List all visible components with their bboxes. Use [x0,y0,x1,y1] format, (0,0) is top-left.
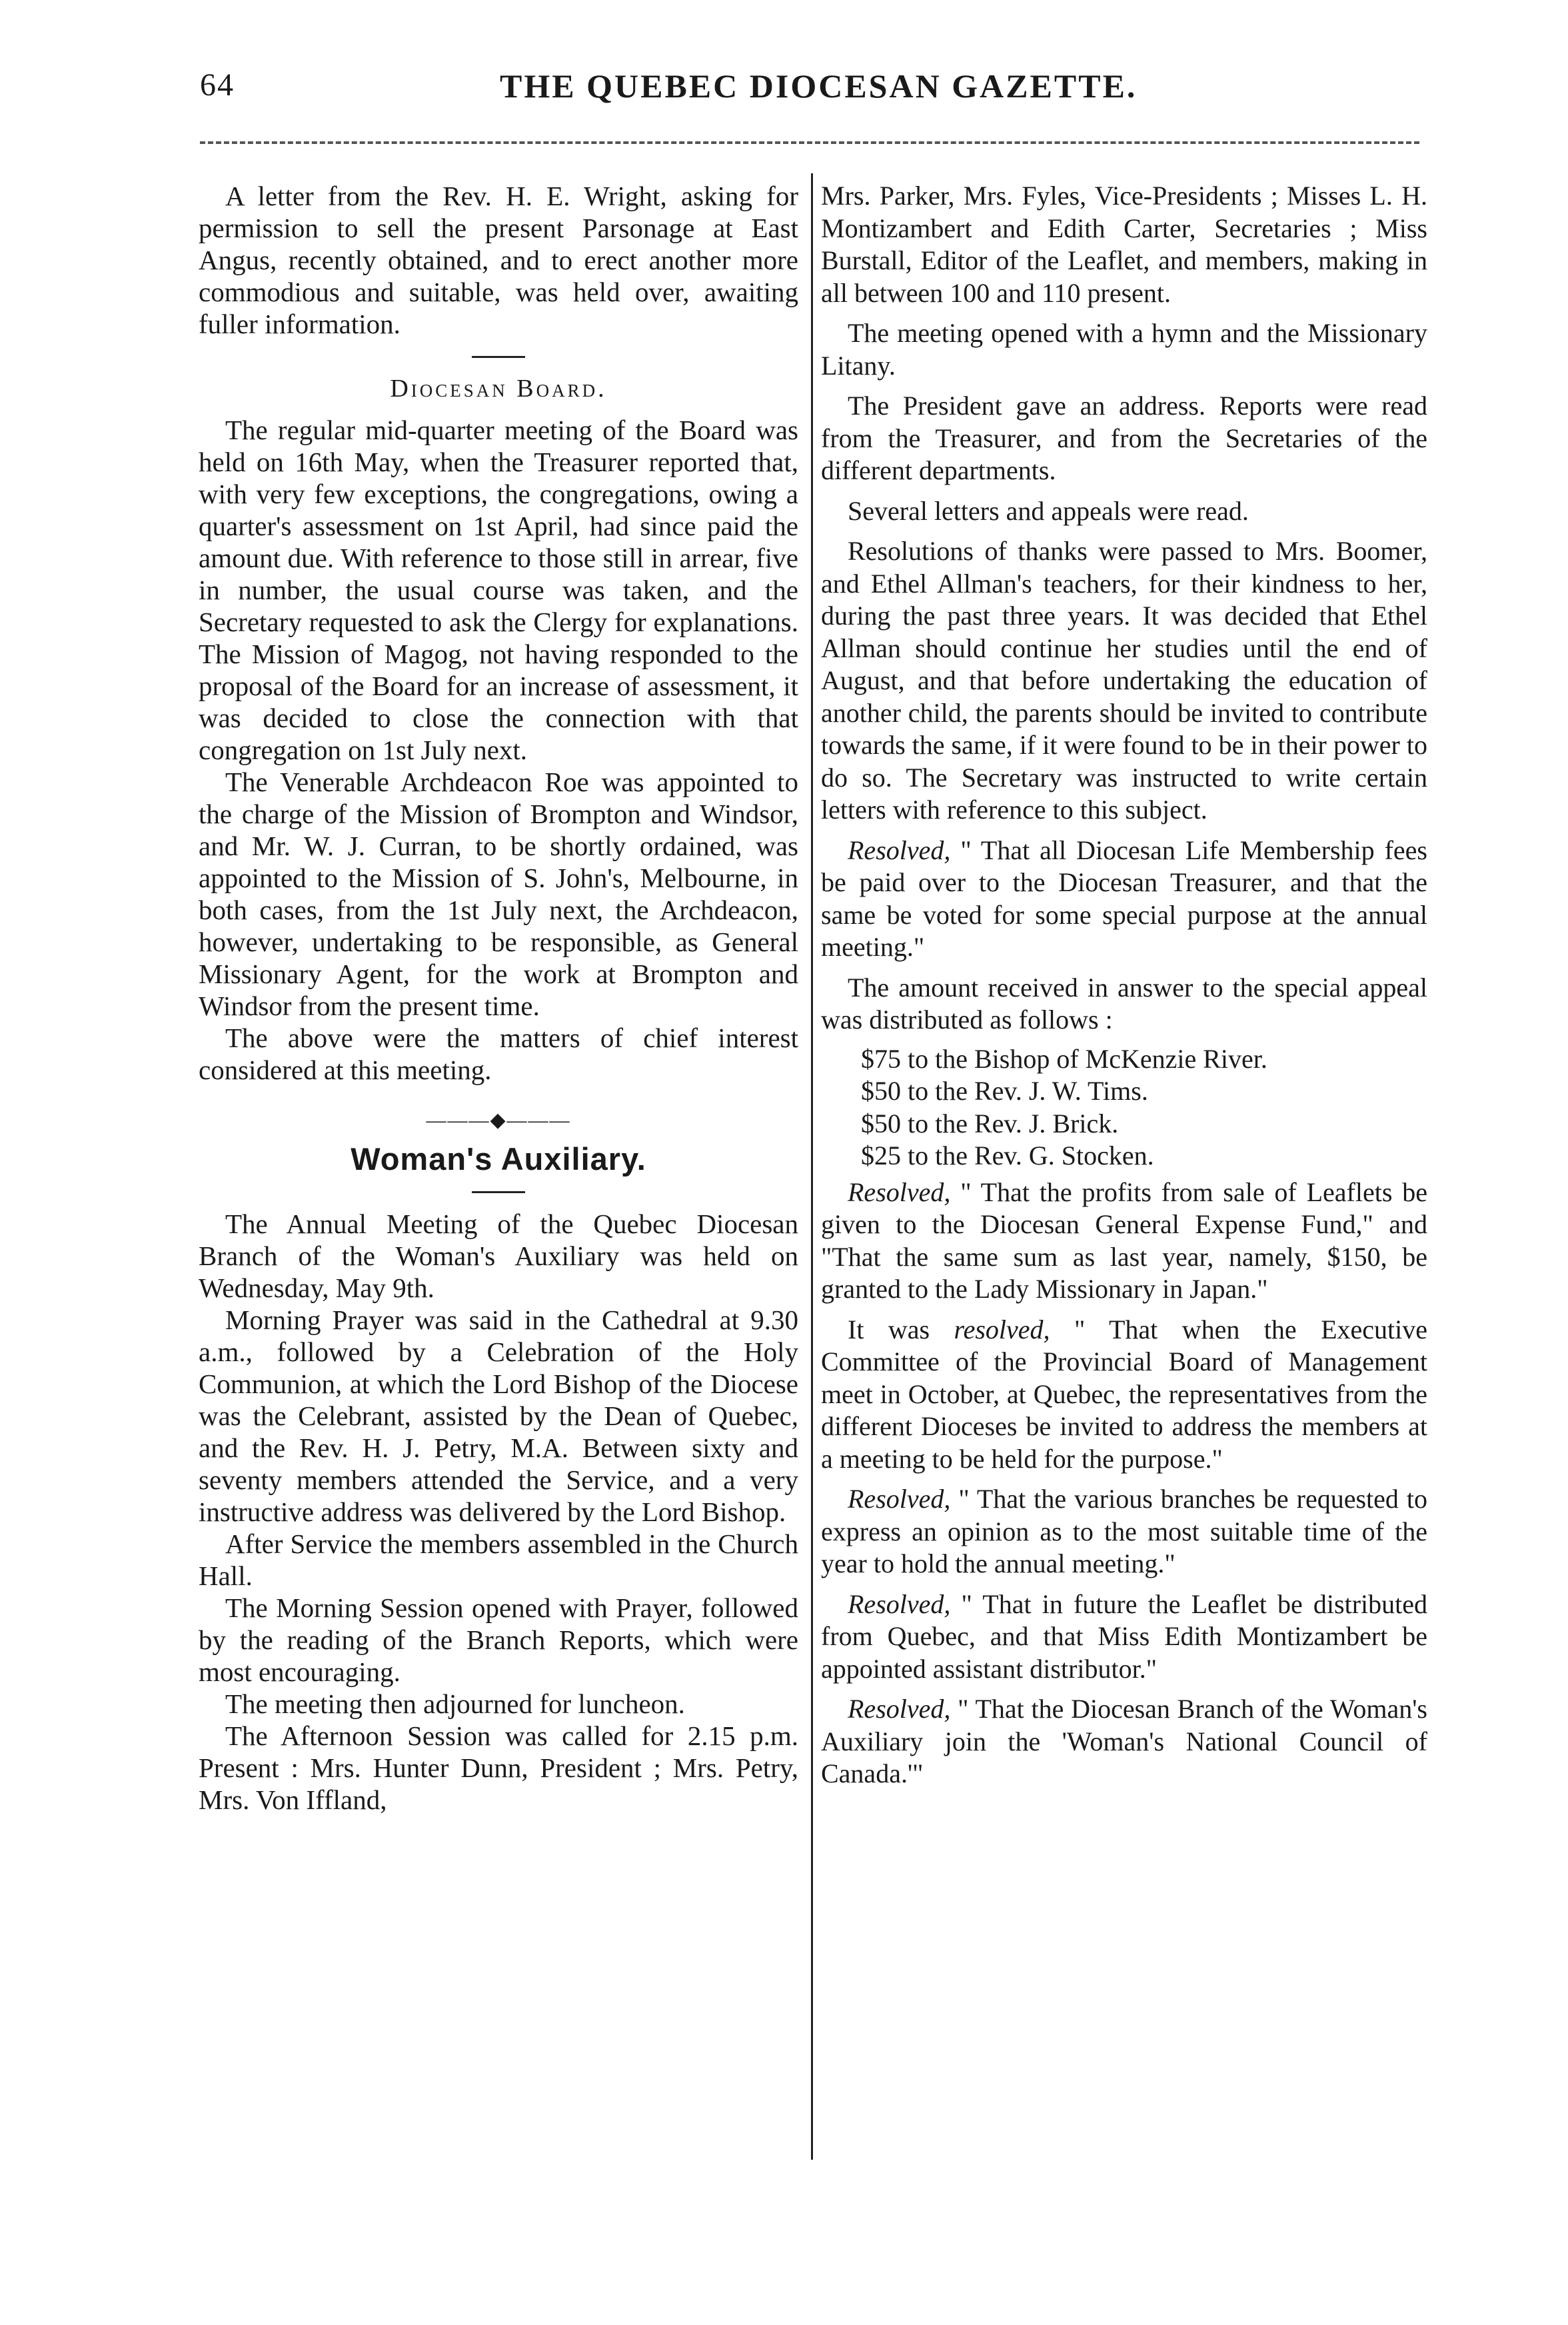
resolved-word: Resolved, [848,835,951,865]
resolved-word: Resolved, [848,1694,951,1724]
left-column [199,180,798,1816]
resolution-annual-meeting-time [821,1483,1427,1580]
ornament-divider: ———◆——— [426,1109,571,1131]
resolution-text: " That the various branches be requested to express an opinion as to the most suitable time of the year to hold the annual meeting." [821,1484,1427,1578]
column-divider [811,173,813,2160]
list-item: $50 to the Rev. J. Brick. [861,1108,1119,1139]
paragraph-resolutions-thanks: Resolutions of thanks were passed to Mrs. Boomer, and Ethel Allman's teachers, for their kindness to her, during the past three years. It was decided that Ethel Allman should continue her studies until the end of August, and that before undertaking the education of another child, the parents should be invited to contribute towards the same, if it were found to be in their power to do so. The Secretary was instructed to write certain letters with reference to this subject. [821,536,1427,825]
page-header [0,67,1568,120]
resolution-executive-committee [821,1314,1427,1476]
resolution-text: " That the profits from sale of Leaflets be given to the Diocesan General Expense Fund," and "That the same sum as last year, namely, $150, be granted to the Lady Missionary in Japan." [821,1176,1427,1304]
resolved-word: Resolved, [848,1176,951,1207]
resolution-text: " That all Diocesan Life Membership fees be paid over to the Diocesan Treasurer, and that the same be voted for some special purpose at the annual meeting." [821,835,1427,962]
paragraph-morning-session: The Morning Session opened with Prayer, followed by the reading of the Branch Reports, which were most encouraging. [199,1592,798,1687]
resolution-leaflet-profits [821,1176,1427,1306]
resolution-national-council [821,1693,1427,1790]
resolved-word: Resolved, [848,1588,951,1619]
paragraph-letters: Several letters and appeals were read. [848,495,1249,526]
page-number: 64 [200,67,235,103]
paragraph-officers-present: Mrs. Parker, Mrs. Fyles, Vice-Presidents ; Misses L. H. Montizambert and Edith Carter, Secretaries ; Miss Burstall, Editor of the Leaflet, and members, making in all between 100 and 110 present. [821,181,1427,308]
paragraph-church-hall: After Service the members assembled in the Church Hall. [199,1528,798,1591]
section-heading-diocesan-board: Diocesan Board. [390,375,607,403]
resolution-text: " That when the Executive Committee of the Provincial Board of Management meet in October, at Quebec, the representatives from the different Dioceses be invited to address the members at a meeting to be held for the purpose." [821,1314,1427,1474]
paragraph-reports: The President gave an address. Reports were read from the Treasurer, and from the Secretaries of the different departments. [821,391,1427,485]
paragraph-annual-meeting: The Annual Meeting of the Quebec Diocesan Branch of the Woman's Auxiliary was held on Wednesday, May 9th. [199,1208,798,1303]
resolution-text: " That the Diocesan Branch of the Woman's Auxiliary join the 'Woman's National Council of Canada.'" [821,1694,1427,1788]
list-item: $50 to the Rev. J. W. Tims. [861,1076,1148,1106]
right-column [821,180,1427,1790]
resolution-prefix: It was [848,1314,954,1344]
resolved-word: Resolved, [848,1484,951,1514]
paragraph-special-appeal: The amount received in answer to the special appeal was distributed as follows : [821,972,1427,1035]
running-title: THE QUEBEC DIOCESAN GAZETTE. [500,67,1138,105]
header-rule [200,141,1419,144]
paragraph-board-summary: The above were the matters of chief interest considered at this meeting. [199,1023,798,1085]
article-heading-womans-auxiliary: Woman's Auxiliary. [351,1141,646,1176]
paragraph-board-appointments: The Venerable Archdeacon Roe was appointed to the charge of the Mission of Brompton and Windsor, and Mr. W. J. Curran, to be shortly ordained, was appointed to the Mission of S. John's, Melbourne, in both cases, from the 1st July next, the Archdeacon, however, undertaking to be responsible, as General Missionary Agent, for the work at Brompton and Windsor from the present time. [199,767,798,1021]
paragraph-hymn: The meeting opened with a hymn and the Missionary Litany. [821,318,1427,381]
paragraph-morning-prayer: Morning Prayer was said in the Cathedral at 9.30 a.m., followed by a Celebration of the Holy Communion, at which the Lord Bishop of the Diocese was the Celebrant, assisted by the Dean of Quebec, and the Rev. H. J. Petry, M.A. Between sixty and seventy members attended the Service, and a very instructive address was delivered by the Lord Bishop. [199,1304,798,1527]
resolution-life-membership [821,835,1427,964]
paragraph-board-meeting: The regular mid-quarter meeting of the Board was held on 16th May, when the Treasurer reported that, with very few exceptions, the congregations, owing a quarter's assessment on 1st April, had since paid the amount due. With reference to those still in arrear, five in number, the usual course was taken, and the Secretary requested to ask the Clergy for explanations. The Mission of Magog, not having responded to the proposal of the Board for an increase of assessment, it was decided to close the connection with that congregation on 1st July next. [199,415,798,765]
resolution-leaflet-distribution [821,1588,1427,1686]
resolution-text: " That in future the Leaflet be distributed from Quebec, and that Miss Edith Montizambert be appointed assistant distributor." [821,1588,1427,1684]
donation-list [821,1043,1427,1172]
section-divider [472,1191,525,1193]
resolved-word: resolved, [954,1314,1050,1344]
paragraph-parsonage-letter: A letter from the Rev. H. E. Wright, asking for permission to sell the present Parsonage at East Angus, recently obtained, and to erect another more commodious and suitable, was held over, awaiting fuller information. [199,181,798,339]
list-item: $75 to the Bishop of McKenzie River. [861,1043,1267,1074]
section-divider [472,356,525,358]
paragraph-luncheon: The meeting then adjourned for luncheon. [225,1688,685,1719]
paragraph-afternoon-session: The Afternoon Session was called for 2.15 p.m. Present : Mrs. Hunter Dunn, President ; Mrs. Petry, Mrs. Von Iffland, [199,1720,798,1815]
list-item: $25 to the Rev. G. Stocken. [861,1141,1154,1170]
